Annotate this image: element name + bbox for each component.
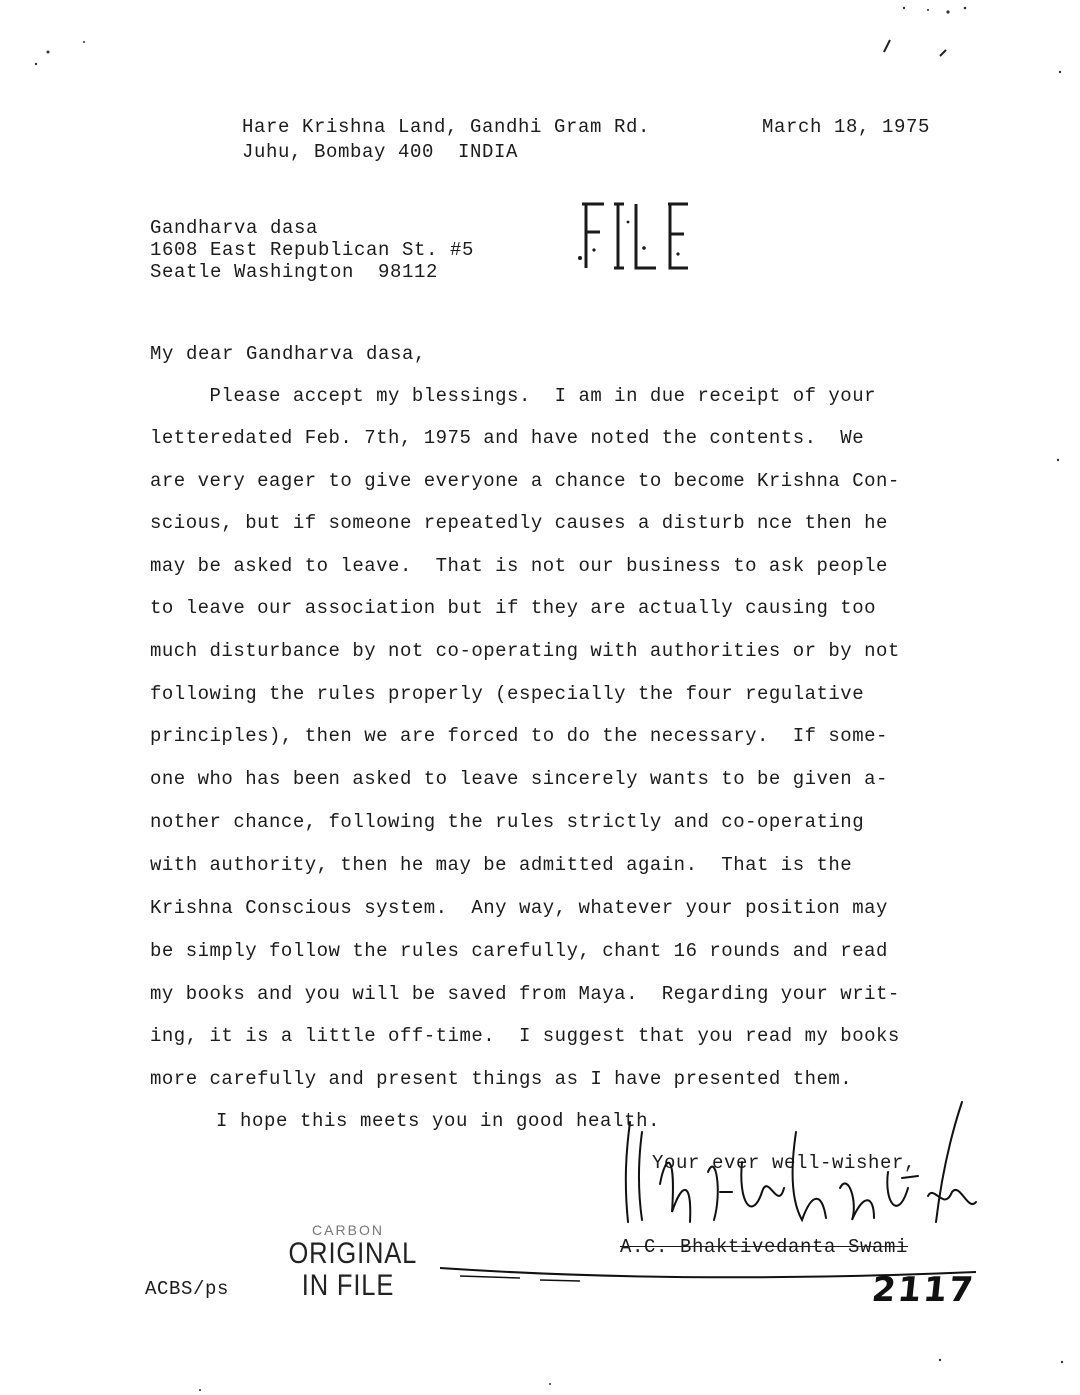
signature-name: A.C. Bhaktivedanta Swami bbox=[620, 1236, 909, 1258]
typist-initials: ACBS/ps bbox=[145, 1278, 230, 1300]
body-line: following the rules properly (especially the four regulative bbox=[150, 683, 865, 705]
body-line: nother chance, following the rules strictly and co-operating bbox=[150, 811, 865, 833]
body-line: scious, but if someone repeatedly causes a disturb nce then he bbox=[150, 512, 888, 534]
body-line: to leave our association but if they are actually causing too bbox=[150, 597, 877, 619]
file-stamp bbox=[574, 198, 692, 274]
body-line: principles), then we are forced to do the necessary. If some- bbox=[150, 725, 888, 747]
body-line: Krishna Conscious system. Any way, whatever your position may bbox=[150, 897, 888, 919]
body-line: ing, it is a little off-time. I suggest that you read my books bbox=[150, 1025, 900, 1047]
body-line: are very eager to give everyone a chance to become Krishna Con- bbox=[150, 470, 900, 492]
recipient-street: 1608 East Republican St. #5 bbox=[150, 239, 475, 261]
original-label: ORIGINAL bbox=[288, 1237, 418, 1270]
body-line: one who has been asked to leave sincerely wants to be given a- bbox=[150, 768, 888, 790]
body-line: my books and you will be saved from Maya. Regarding your writ- bbox=[150, 983, 900, 1005]
in-file-label: IN FILE bbox=[301, 1269, 395, 1302]
reference-number: 2117 bbox=[869, 1270, 977, 1310]
original-in-file-stamp bbox=[278, 1222, 418, 1302]
handwritten-signature bbox=[612, 1092, 992, 1242]
salutation: My dear Gandharva dasa, bbox=[150, 343, 427, 365]
body-line: letteredated Feb. 7th, 1975 and have noted the contents. We bbox=[150, 427, 865, 449]
body-line: be simply follow the rules carefully, chant 16 rounds and read bbox=[150, 940, 888, 962]
recipient-city: Seatle Washington 98112 bbox=[150, 261, 439, 283]
body-line: more carefully and present things as I have presented them. bbox=[150, 1068, 853, 1090]
body-line: with authority, then he may be admitted again. That is the bbox=[150, 854, 853, 876]
body-line: much disturbance by not co-operating with authorities or by not bbox=[150, 640, 900, 662]
sender-address-line2: Juhu, Bombay 400 INDIA bbox=[242, 141, 519, 163]
closing-line: I hope this meets you in good health. bbox=[216, 1110, 661, 1132]
body-line: Please accept my blessings. I am in due receipt of your bbox=[150, 385, 877, 407]
carbon-label: CARBON bbox=[312, 1222, 384, 1238]
body-line: may be asked to leave. That is not our business to ask people bbox=[150, 555, 888, 577]
sender-address-line1: Hare Krishna Land, Gandhi Gram Rd. bbox=[242, 116, 651, 138]
valediction: Your ever well-wisher, bbox=[652, 1152, 917, 1174]
recipient-name: Gandharva dasa bbox=[150, 217, 319, 239]
letter-date: March 18, 1975 bbox=[762, 116, 931, 138]
